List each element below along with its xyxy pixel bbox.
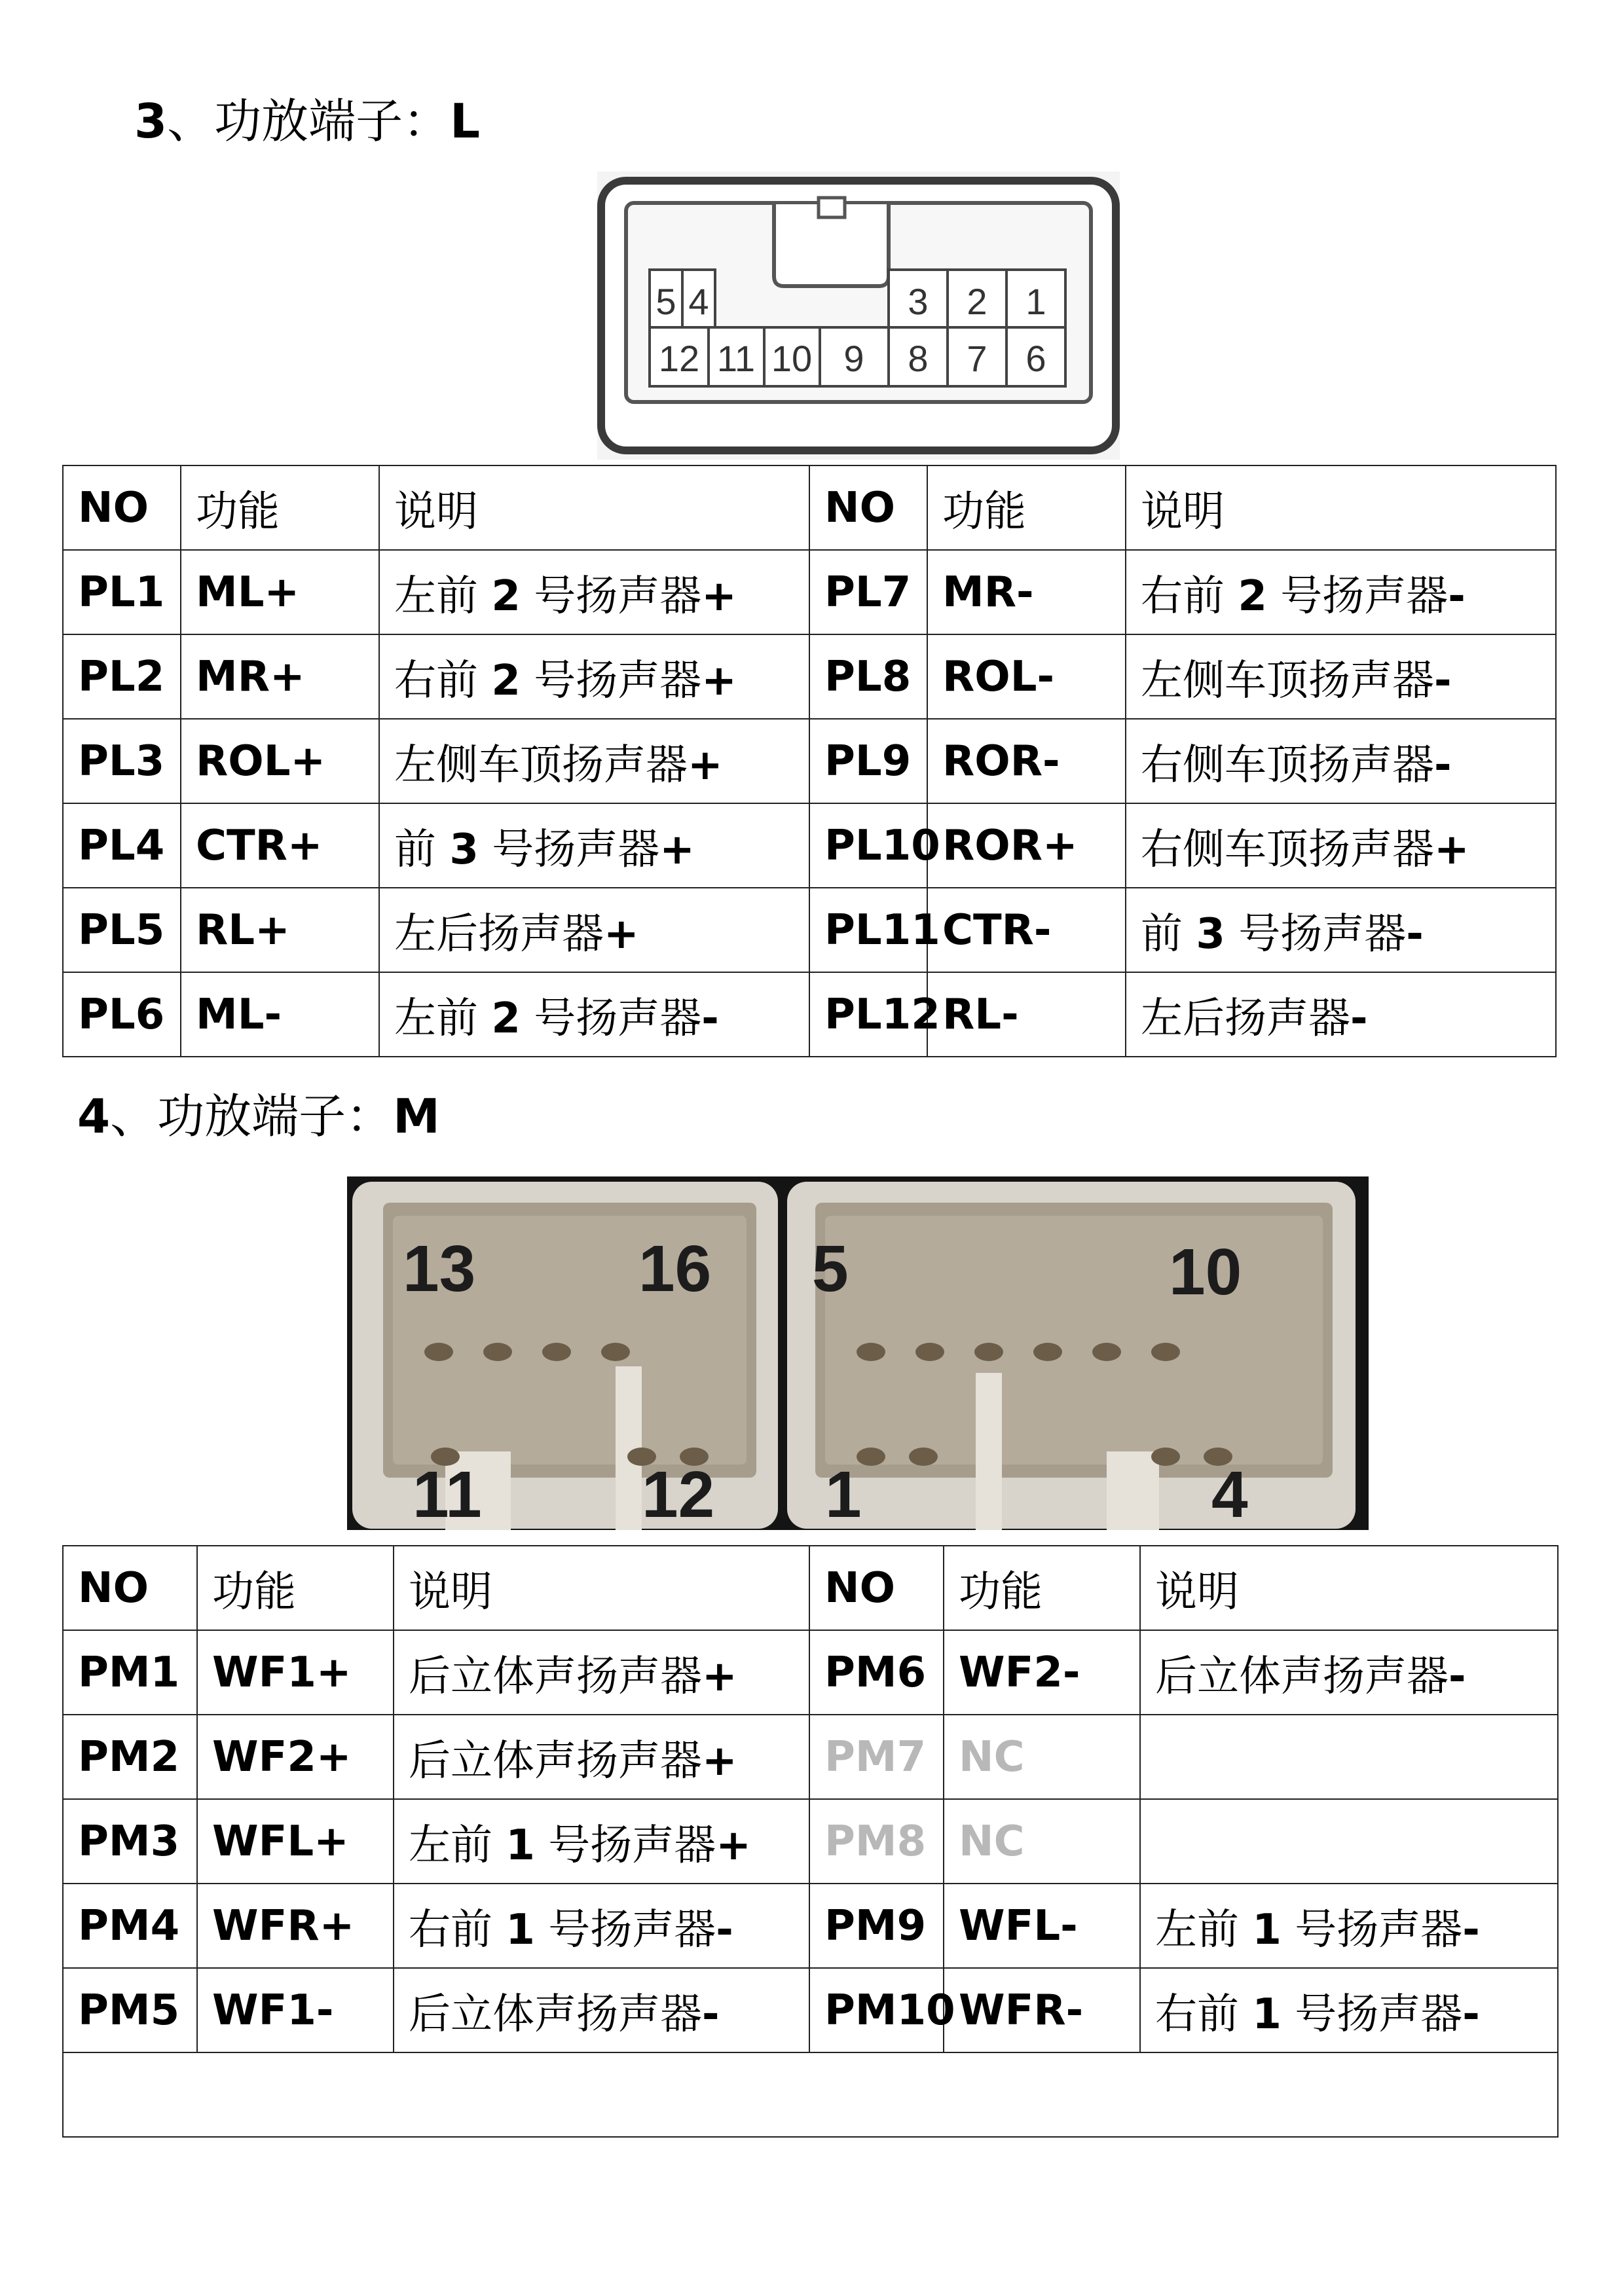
pin-description: 左后扬声器- xyxy=(1126,972,1556,1057)
section-l-number: 3 xyxy=(134,94,168,149)
pin-label: 9 xyxy=(843,338,864,379)
column-header: 说明 xyxy=(379,465,809,550)
table-row xyxy=(63,550,1556,634)
table-row xyxy=(63,888,1556,972)
pin-label: 11 xyxy=(413,1458,482,1531)
pin-no: PL1 xyxy=(63,550,181,634)
pin-label: 8 xyxy=(908,338,929,379)
pin-no: PM2 xyxy=(63,1715,197,1799)
pin-function: ROR- xyxy=(927,719,1126,803)
pin-no-unused: PM8 xyxy=(809,1799,944,1884)
table-row xyxy=(63,972,1556,1057)
pin-description: 后立体声扬声器- xyxy=(394,1968,809,2052)
pin-description: 右前 2 号扬声器- xyxy=(1126,550,1556,634)
pin-description: 后立体声扬声器+ xyxy=(394,1715,809,1799)
pin-no: PL10 xyxy=(809,803,927,888)
table-row xyxy=(63,1715,1558,1799)
pin-no: PL11 xyxy=(809,888,927,972)
pin-label: 12 xyxy=(658,338,700,379)
pin-no: PL6 xyxy=(63,972,181,1057)
pin-label: 13 xyxy=(403,1232,476,1305)
pin-no: PL7 xyxy=(809,550,927,634)
pin-function: WF2- xyxy=(944,1630,1140,1715)
pin-function-unused: NC xyxy=(944,1799,1140,1884)
pin-function: WFR+ xyxy=(197,1884,394,1968)
pin-no: PL2 xyxy=(63,634,181,719)
pin-function: MR- xyxy=(927,550,1126,634)
pin-label: 7 xyxy=(967,338,987,379)
table-row xyxy=(63,803,1556,888)
table-row xyxy=(63,1884,1558,1968)
pin-function: WFL+ xyxy=(197,1799,394,1884)
column-header: NO xyxy=(809,1546,944,1630)
pin-label: 5 xyxy=(655,281,676,322)
pin-function: WF1- xyxy=(197,1968,394,2052)
pin-description xyxy=(1140,1715,1558,1799)
pin-description: 左前 1 号扬声器+ xyxy=(394,1799,809,1884)
table-row xyxy=(63,634,1556,719)
pin-description: 右侧车顶扬声器+ xyxy=(1126,803,1556,888)
pin-function-unused: NC xyxy=(944,1715,1140,1799)
section-l-heading xyxy=(134,88,480,154)
pin-function: RL+ xyxy=(181,888,379,972)
table-row xyxy=(63,1799,1558,1884)
pin-no: PM3 xyxy=(63,1799,197,1884)
table-row xyxy=(63,1968,1558,2052)
pin-function: CTR- xyxy=(927,888,1126,972)
pin-label: 4 xyxy=(688,281,709,322)
pin-label: 10 xyxy=(1169,1235,1242,1309)
section-l-code: L xyxy=(450,94,481,149)
pin-label: 11 xyxy=(716,338,756,379)
pin-label: 10 xyxy=(771,338,813,379)
pin-label: 16 xyxy=(638,1232,712,1305)
pin-no-unused: PM7 xyxy=(809,1715,944,1799)
column-header: NO xyxy=(809,465,927,550)
section-m-code: M xyxy=(393,1089,440,1144)
section-l-title: 、功放端子： xyxy=(167,94,451,149)
pin-no: PM6 xyxy=(809,1630,944,1715)
pin-description: 左前 2 号扬声器- xyxy=(379,972,809,1057)
pin-description: 左前 2 号扬声器+ xyxy=(379,550,809,634)
pin-table-m xyxy=(62,1545,1559,2138)
pin-no: PM1 xyxy=(63,1630,197,1715)
pin-label: 1 xyxy=(1025,281,1046,322)
column-header: NO xyxy=(63,1546,197,1630)
pin-label: 4 xyxy=(1211,1458,1248,1531)
pin-function: ROL+ xyxy=(181,719,379,803)
pin-description: 右前 1 号扬声器- xyxy=(394,1884,809,1968)
pin-function: RL- xyxy=(927,972,1126,1057)
pin-label: 1 xyxy=(825,1458,862,1531)
pin-no: PM4 xyxy=(63,1884,197,1968)
table-header-row xyxy=(63,465,1556,550)
table-header-row xyxy=(63,1546,1558,1630)
pin-label: 2 xyxy=(967,281,987,322)
pin-function: WF2+ xyxy=(197,1715,394,1799)
section-m-heading xyxy=(77,1084,440,1149)
pin-no: PM10 xyxy=(809,1968,944,2052)
table-row-empty xyxy=(63,2052,1558,2137)
pin-description: 左后扬声器+ xyxy=(379,888,809,972)
pin-description: 左前 1 号扬声器- xyxy=(1140,1884,1558,1968)
pin-function: WFR- xyxy=(944,1968,1140,2052)
pin-function: ROL- xyxy=(927,634,1126,719)
pin-description: 左侧车顶扬声器+ xyxy=(379,719,809,803)
pin-table-l xyxy=(62,465,1557,1057)
pin-description: 右侧车顶扬声器- xyxy=(1126,719,1556,803)
empty-cell xyxy=(63,2052,1558,2137)
pin-function: MR+ xyxy=(181,634,379,719)
pin-no: PL12 xyxy=(809,972,927,1057)
column-header: 说明 xyxy=(394,1546,809,1630)
pin-description: 前 3 号扬声器+ xyxy=(379,803,809,888)
pin-description: 后立体声扬声器- xyxy=(1140,1630,1558,1715)
pin-description: 右前 2 号扬声器+ xyxy=(379,634,809,719)
column-header: NO xyxy=(63,465,181,550)
pin-label: 6 xyxy=(1025,338,1046,379)
pin-description xyxy=(1140,1799,1558,1884)
pin-label: 12 xyxy=(642,1458,715,1531)
section-m-title: 、功放端子： xyxy=(110,1089,394,1144)
pin-description: 右前 1 号扬声器- xyxy=(1140,1968,1558,2052)
column-header: 说明 xyxy=(1126,465,1556,550)
pin-no: PL3 xyxy=(63,719,181,803)
pin-no: PL4 xyxy=(63,803,181,888)
column-header: 功能 xyxy=(197,1546,394,1630)
pin-description: 后立体声扬声器+ xyxy=(394,1630,809,1715)
pin-description: 左侧车顶扬声器- xyxy=(1126,634,1556,719)
pin-function: CTR+ xyxy=(181,803,379,888)
pin-no: PL9 xyxy=(809,719,927,803)
pin-description: 前 3 号扬声器- xyxy=(1126,888,1556,972)
column-header: 说明 xyxy=(1140,1546,1558,1630)
pin-label: 3 xyxy=(908,281,929,322)
column-header: 功能 xyxy=(944,1546,1140,1630)
pin-function: ML- xyxy=(181,972,379,1057)
pin-no: PL5 xyxy=(63,888,181,972)
column-header: 功能 xyxy=(927,465,1126,550)
pin-function: ROR+ xyxy=(927,803,1126,888)
table-row xyxy=(63,719,1556,803)
connector-l-image xyxy=(597,172,1120,460)
table-row xyxy=(63,1630,1558,1715)
pin-no: PM9 xyxy=(809,1884,944,1968)
section-m-number: 4 xyxy=(77,1089,111,1144)
column-header: 功能 xyxy=(181,465,379,550)
connector-m-image xyxy=(347,1176,1369,1530)
pin-label: 5 xyxy=(812,1232,849,1305)
pin-function: ML+ xyxy=(181,550,379,634)
pin-no: PM5 xyxy=(63,1968,197,2052)
pin-no: PL8 xyxy=(809,634,927,719)
pin-function: WFL- xyxy=(944,1884,1140,1968)
pin-function: WF1+ xyxy=(197,1630,394,1715)
